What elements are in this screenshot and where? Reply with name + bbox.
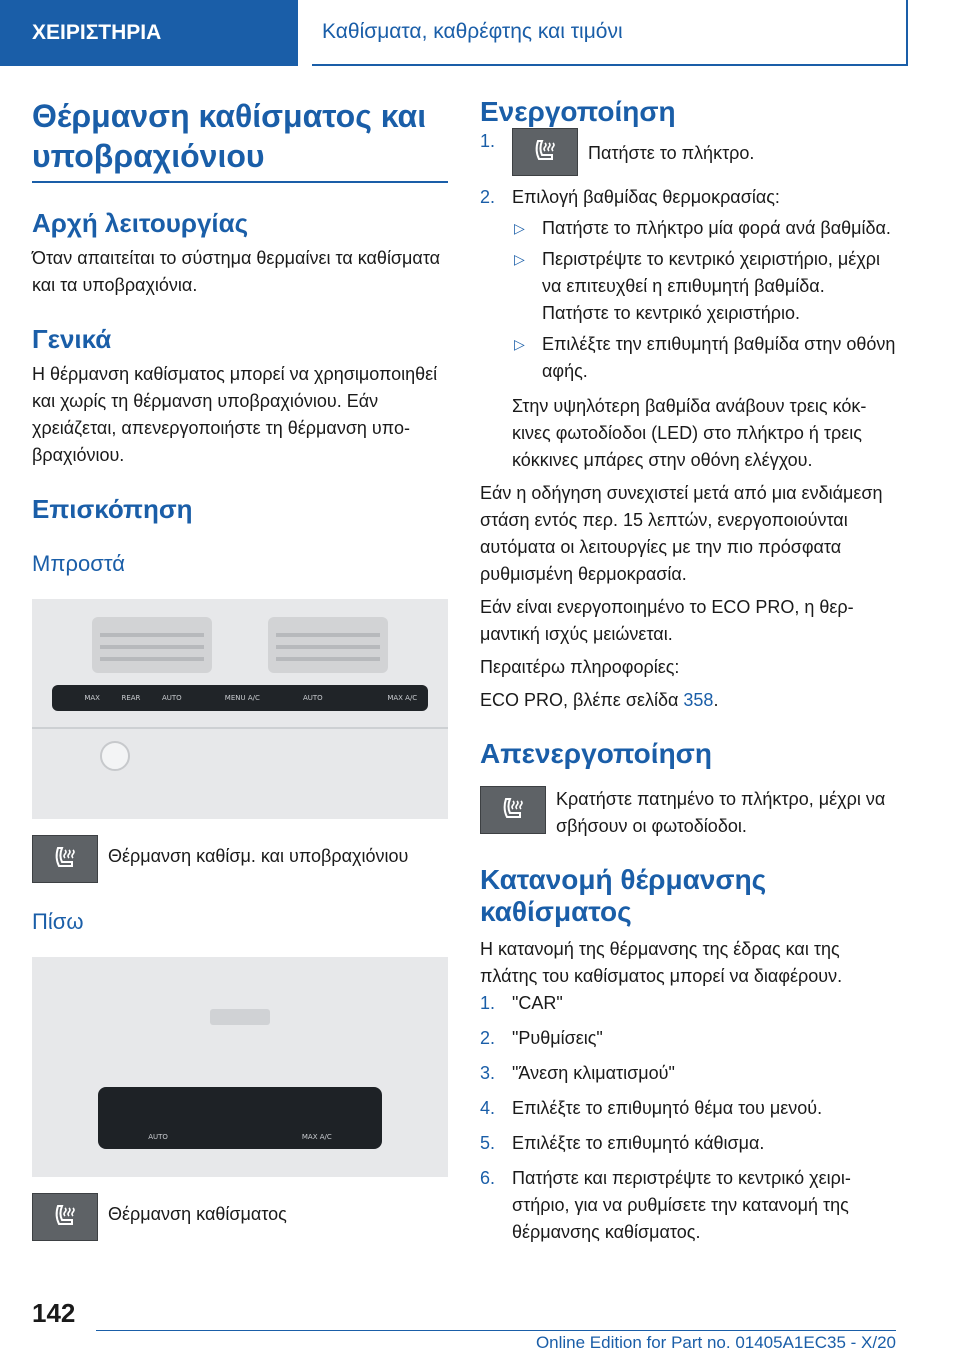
rear-console-photo bbox=[32, 957, 448, 1177]
list-item bbox=[480, 128, 896, 176]
eco-text: Εάν είναι ενεργοποιημένο το ECO PRO, η θερμαντική ισχύς μειώνεται. bbox=[480, 597, 854, 644]
triangle-bullet-icon: ▷ bbox=[514, 220, 525, 236]
distribution-steps bbox=[480, 990, 896, 1246]
page-link[interactable]: 358 bbox=[683, 690, 714, 710]
step-number: 6. bbox=[480, 1168, 496, 1188]
edition-footer: Online Edition for Part no. 01405A1EC35 - X/20 bbox=[535, 1333, 896, 1352]
rear-button-label: AUTO bbox=[148, 1133, 168, 1141]
step-text: "Άνεση κλιματισμού" bbox=[512, 1063, 675, 1083]
air-vent-right bbox=[268, 617, 388, 673]
seat-heating-icon bbox=[480, 786, 546, 834]
list-item bbox=[480, 990, 896, 1017]
step-text: Επιλέξτε το επιθυμητό θέμα του μενού. bbox=[512, 1098, 823, 1118]
seat-heating-icon bbox=[32, 1193, 98, 1241]
eco-ref-suffix: . bbox=[713, 690, 719, 710]
step-number: 2. bbox=[480, 1028, 496, 1048]
step-number: 1. bbox=[480, 993, 496, 1013]
list-item bbox=[480, 1060, 896, 1087]
step-number: 1. bbox=[480, 131, 496, 151]
overview-heading: Επισκόπηση bbox=[32, 494, 193, 524]
front-button-label: MAX bbox=[84, 694, 100, 702]
front-heading: Μπροστά bbox=[32, 551, 125, 576]
front-caption: Θέρμανση καθίσμ. και υποβραχιόνιου bbox=[108, 846, 409, 866]
principle-text: Όταν απαιτείται το σύστημα θερμαίνει τα καθίσματα και τα υποβραχιόνια. bbox=[32, 248, 441, 295]
dash-shelf bbox=[32, 727, 448, 729]
bullet-text: Επιλέξτε την επιθυμητή βαθμίδα στην οθόνη αφής. bbox=[542, 334, 896, 381]
leds-text: Στην υψηλότερη βαθμίδα ανάβουν τρεις κόκκινες φωτοδίοδοι (LED) στο πλήκτρο ή τρεις κόκκινες μπάρες στην οθόνη ελέγχου. bbox=[512, 396, 867, 470]
list-item bbox=[480, 184, 896, 211]
right-column bbox=[480, 96, 896, 1246]
list-item bbox=[512, 331, 896, 385]
page-number: 142 bbox=[32, 1298, 76, 1328]
deactivation-text: Κρατήστε πατημένο το πλήκτρο, μέχρι να σβήσουν οι φωτοδίοδοι. bbox=[556, 789, 886, 836]
rear-caption: Θέρμανση καθίσματος bbox=[108, 1204, 287, 1224]
activation-heading: Ενεργοποίηση bbox=[480, 96, 676, 127]
eco-reference bbox=[480, 687, 896, 714]
rear-climate-panel bbox=[98, 1087, 382, 1149]
step-number: 5. bbox=[480, 1133, 496, 1153]
list-item bbox=[480, 1025, 896, 1052]
air-vent-left bbox=[92, 617, 212, 673]
list-item bbox=[480, 1165, 896, 1246]
page-header bbox=[0, 0, 960, 66]
rear-seat-heating-legend bbox=[32, 1193, 448, 1241]
front-button-label: AUTO bbox=[161, 694, 182, 702]
step-text: "Ρυθμίσεις" bbox=[512, 1028, 603, 1048]
front-seat-heating-legend bbox=[32, 835, 448, 883]
eco-ref-prefix: ECO PRO, βλέπε σελίδα bbox=[480, 690, 684, 710]
step-text: Επιλογή βαθμίδας θερμοκρασίας: bbox=[512, 187, 780, 207]
front-console-photo bbox=[32, 599, 448, 819]
page-title: Θέρμανση καθίσματος και υποβραχιόνιου bbox=[32, 96, 448, 183]
general-heading: Γενικά bbox=[32, 324, 112, 354]
triangle-bullet-icon: ▷ bbox=[514, 336, 525, 352]
footer-divider bbox=[96, 1330, 896, 1331]
bullet-text: Περιστρέψτε το κεντρικό χειριστήριο, μέχρι να επιτευχθεί η επιθυμητή βαθμίδα. Πατήστε το κεντρικό χειριστήριο. bbox=[542, 249, 881, 323]
front-button-label: REAR bbox=[121, 694, 141, 702]
list-item bbox=[480, 1095, 896, 1122]
more-info-text: Περαιτέρω πληροφορίες: bbox=[480, 657, 680, 677]
section-tab[interactable]: Καθίσματα, καθρέφτης και τιμόνι bbox=[312, 0, 908, 66]
step-number: 3. bbox=[480, 1063, 496, 1083]
usb-port bbox=[210, 1009, 270, 1025]
triangle-bullet-icon: ▷ bbox=[514, 251, 525, 267]
front-button-label: AUTO bbox=[302, 694, 323, 702]
step-number: 2. bbox=[480, 187, 496, 207]
deactivation-heading: Απενεργοποίηση bbox=[480, 738, 712, 769]
rear-button-label: MAX A/C bbox=[301, 1133, 332, 1141]
principle-heading: Αρχή λειτουργίας bbox=[32, 208, 249, 238]
list-item bbox=[480, 1130, 896, 1157]
left-column bbox=[32, 96, 448, 1241]
distribution-text: Η κατανομή της θέρμανσης της έδρας και της πλάτης του καθίσματος μπορεί να διαφέρουν. bbox=[480, 939, 843, 986]
distribution-heading: Κατανομή θέρμανσης καθίσματος bbox=[480, 864, 767, 927]
climate-control-strip bbox=[52, 685, 428, 711]
step-text: Πατήστε και περιστρέψτε το κεντρικό χειριστήριο, για να ρυθμίσετε την κατανομή της θέρμανσης καθίσματος. bbox=[512, 1168, 851, 1242]
rear-heading: Πίσω bbox=[32, 909, 84, 934]
deactivation-row bbox=[480, 786, 896, 840]
level-options bbox=[480, 215, 896, 385]
step-number: 4. bbox=[480, 1098, 496, 1118]
volume-knob bbox=[100, 741, 130, 771]
front-button-label: MENU A/C bbox=[224, 694, 260, 702]
bullet-text: Πατήστε το πλήκτρο μία φορά ανά βαθμίδα. bbox=[542, 218, 891, 238]
seat-heating-icon bbox=[32, 835, 98, 883]
front-button-label: MAX A/C bbox=[387, 694, 418, 702]
list-item bbox=[512, 246, 896, 327]
auto-text: Εάν η οδήγηση συνεχιστεί μετά από μια ενδιάμεση στάση εντός περ. 15 λεπτών, ενεργοποιούνται αυτόματα οι λειτουργίες με την πιο πρόσφατα ρυθμισμένη θερμοκρασία. bbox=[480, 483, 883, 584]
step-text: "CAR" bbox=[512, 993, 563, 1013]
general-text: Η θέρμανση καθίσματος μπορεί να χρησιμοποιηθεί και χωρίς τη θέρμανση υποβραχιόνιου. Εάν χρειάζεται, απενεργοποιήστε τη θέρμανση υποβραχιόνιου. bbox=[32, 364, 438, 465]
step-text: Πατήστε το πλήκτρο. bbox=[588, 143, 755, 163]
activation-steps bbox=[480, 128, 896, 211]
chapter-tab[interactable]: ΧΕΙΡΙΣΤΗΡΙΑ bbox=[0, 0, 298, 66]
list-item bbox=[512, 215, 896, 242]
step-text: Επιλέξτε το επιθυμητό κάθισμα. bbox=[512, 1133, 765, 1153]
seat-heating-icon bbox=[512, 128, 578, 176]
